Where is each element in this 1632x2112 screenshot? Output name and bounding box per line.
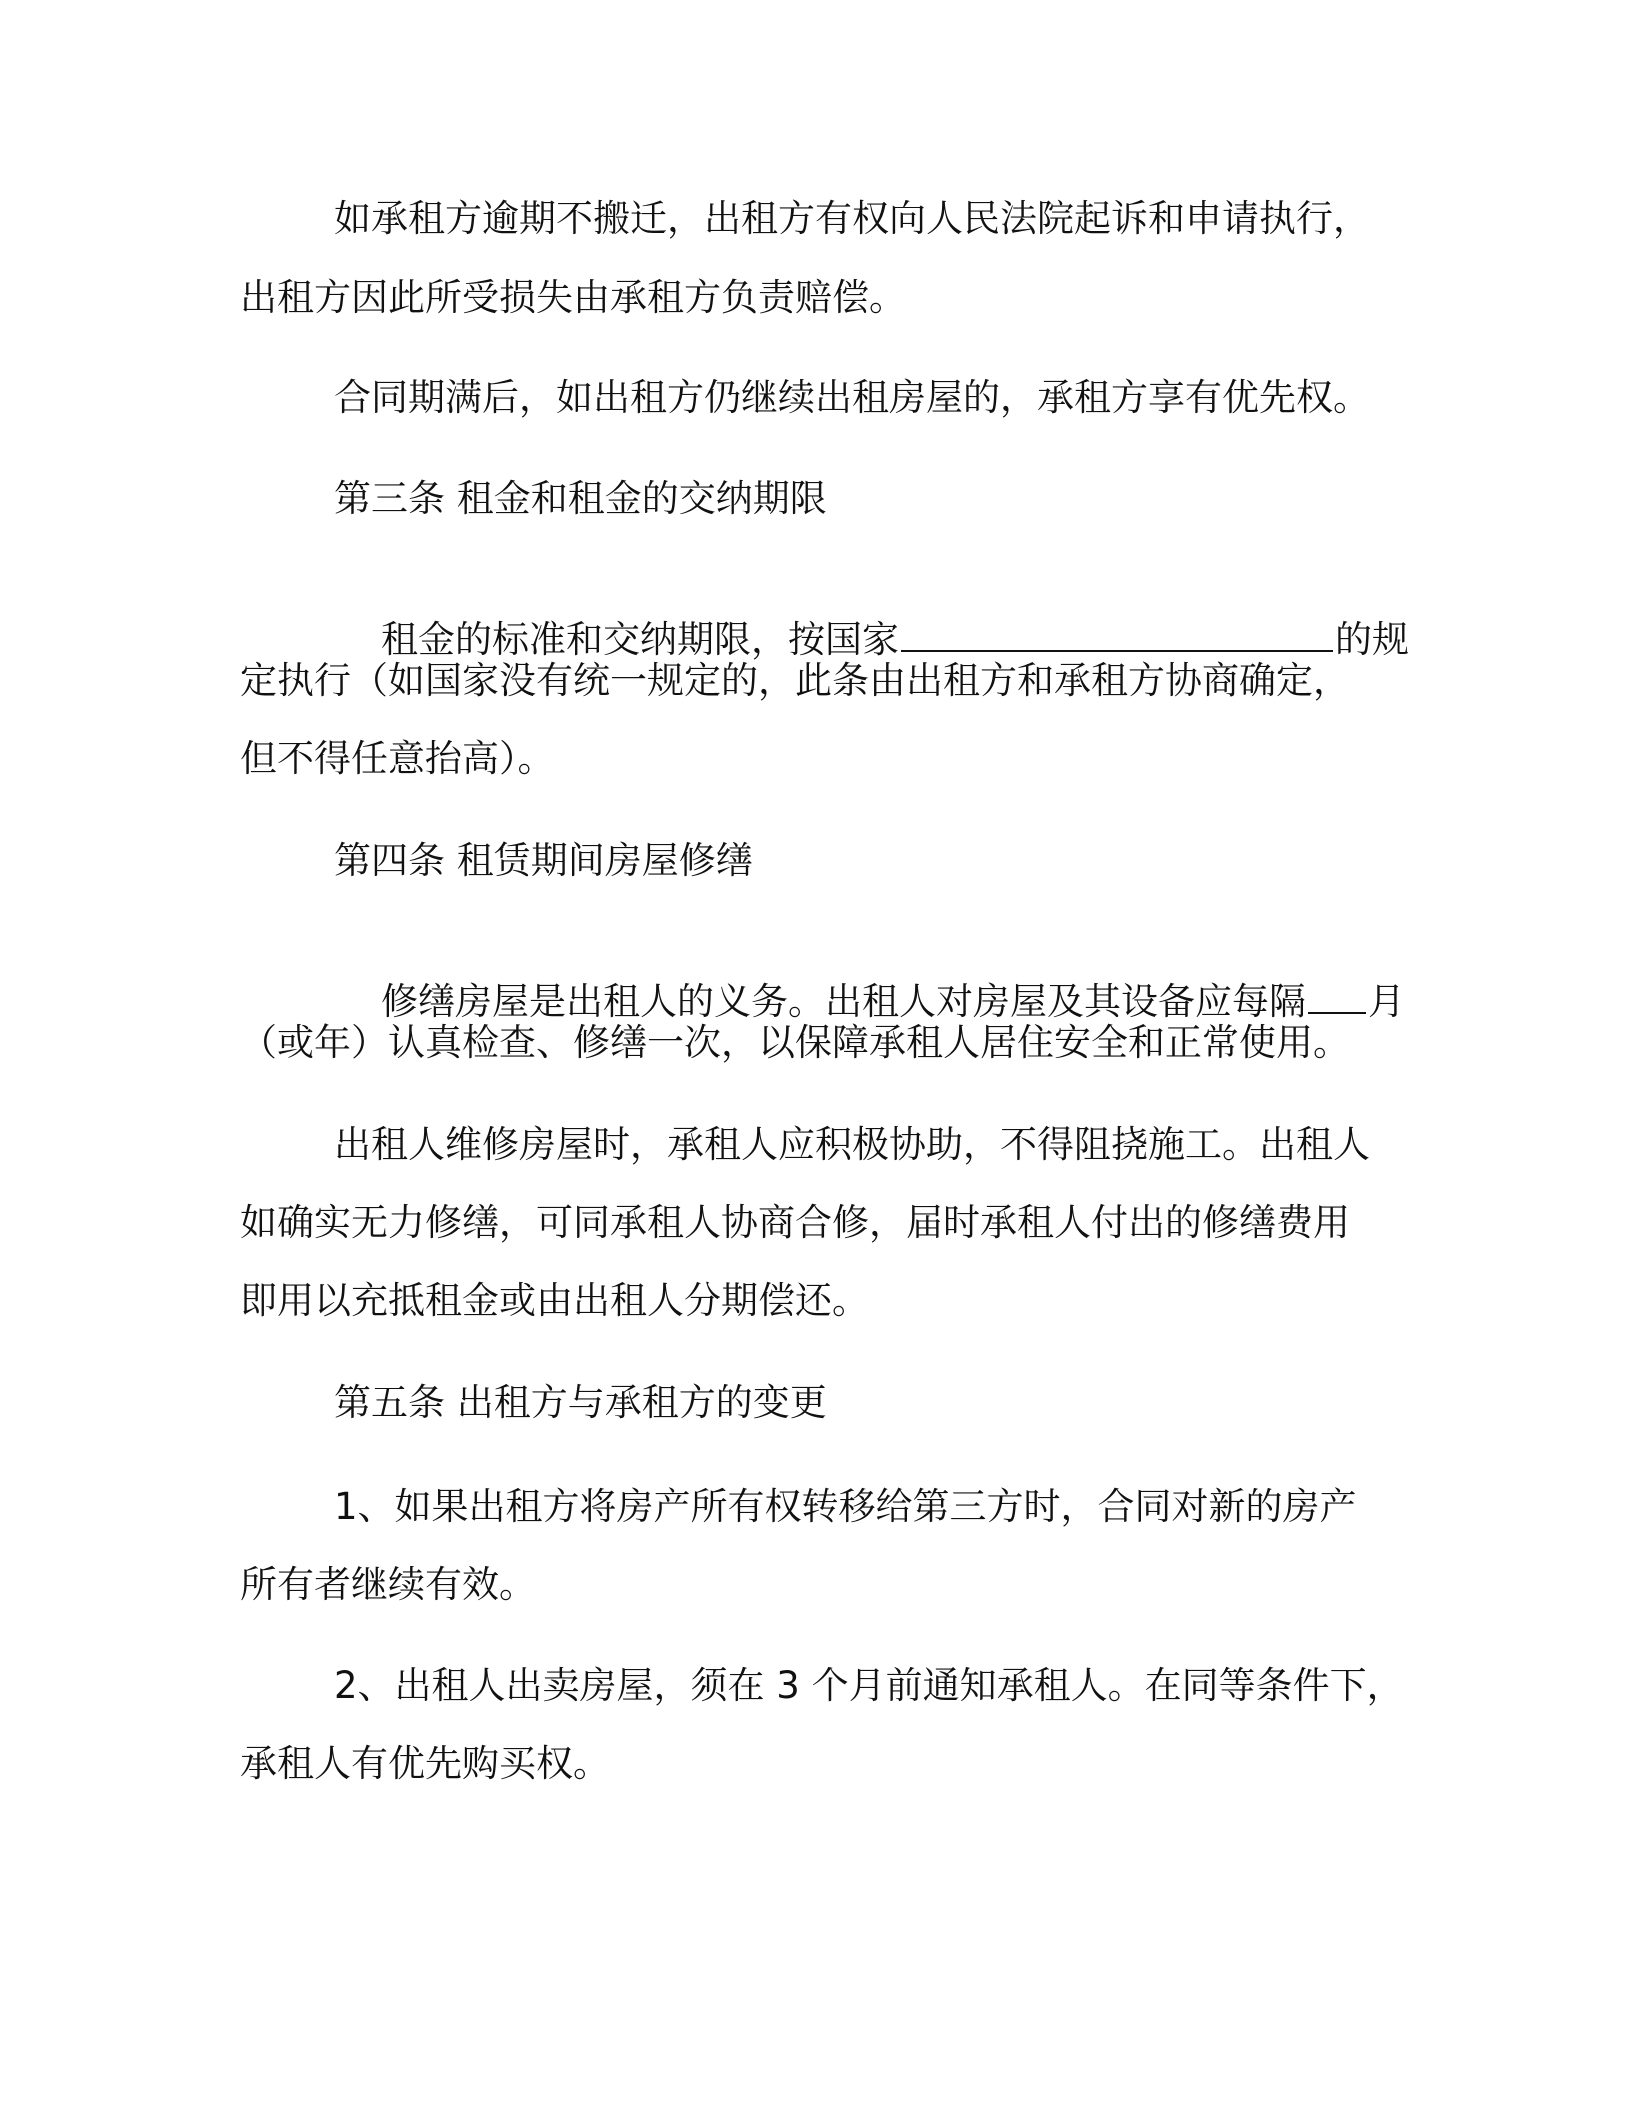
paragraph-line: 如承租方逾期不搬迁，出租方有权向人民法院起诉和申请执行，: [334, 197, 1370, 240]
text-segment: 的规: [1335, 618, 1410, 661]
section-heading-4: 第四条 租赁期间房屋修缮: [334, 839, 753, 882]
fill-in-blank: [1308, 1011, 1366, 1014]
text-segment: 月: [1368, 980, 1406, 1023]
paragraph-line: 出租方因此所受损失由承租方负责赔偿。: [240, 276, 906, 319]
paragraph-line: 如确实无力修缮，可同承租人协商合修，届时承租人付出的修缮费用: [240, 1201, 1350, 1244]
paragraph-line: 所有者继续有效。: [240, 1563, 536, 1606]
text-segment: 租金的标准和交纳期限，按国家: [381, 618, 900, 661]
paragraph-line: 2、出租人出卖房屋，须在 3 个月前通知承租人。在同等条件下，: [334, 1664, 1404, 1707]
section-heading-3: 第三条 租金和租金的交纳期限: [334, 477, 827, 520]
paragraph-line: 1、如果出租方将房产所有权转移给第三方时，合同对新的房产: [334, 1485, 1357, 1528]
section-heading-5: 第五条 出租方与承租方的变更: [334, 1381, 827, 1424]
paragraph-line: 定执行（如国家没有统一规定的，此条由出租方和承租方协商确定，: [240, 659, 1350, 702]
paragraph-line: 合同期满后，如出租方仍继续出租房屋的，承租方享有优先权。: [334, 376, 1370, 419]
fill-in-blank: [901, 649, 1333, 652]
paragraph-line: （或年）认真检查、修缮一次，以保障承租人居住安全和正常使用。: [240, 1021, 1350, 1064]
paragraph-line: 即用以充抵租金或由出租人分期偿还。: [240, 1279, 869, 1322]
paragraph-line: 承租人有优先购买权。: [240, 1742, 610, 1785]
text-segment: 修缮房屋是出租人的义务。出租人对房屋及其设备应每隔: [381, 980, 1307, 1023]
paragraph-line: 出租人维修房屋时，承租人应积极协助，不得阻挠施工。出租人: [334, 1123, 1370, 1166]
paragraph-line: 但不得任意抬高）。: [240, 737, 555, 780]
